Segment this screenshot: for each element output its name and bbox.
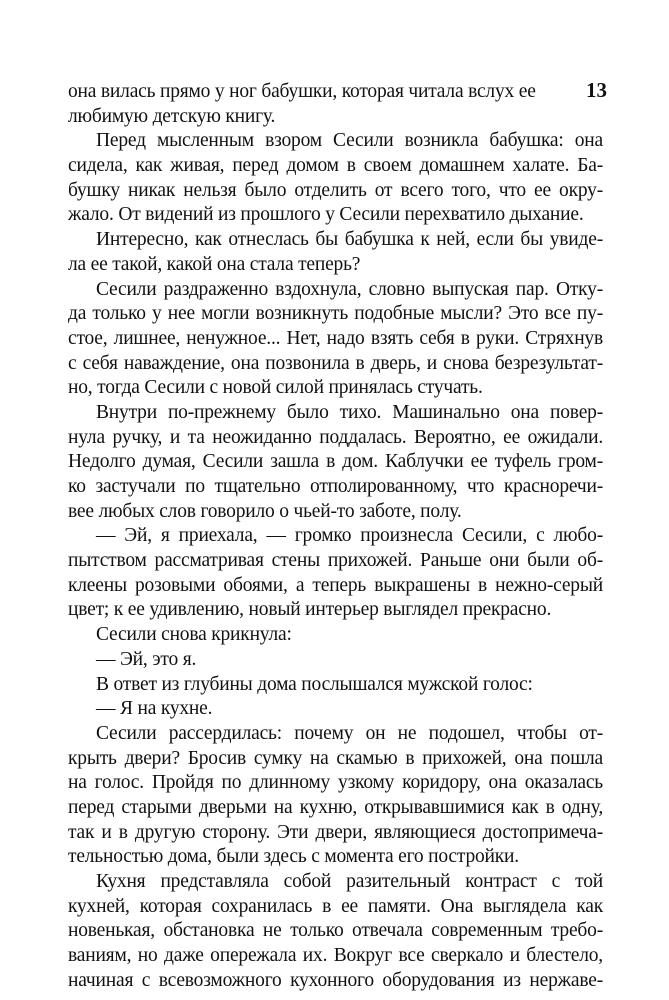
text-line: да только у нее могли возникнуть подобные мысли? Это все пу- (68, 303, 603, 325)
text-line: но, тогда Сесили с новой силой принялась стучать. (68, 377, 483, 399)
text-line: клеены розовыми обоями, а теперь выкрашены в нежно-серый (68, 574, 603, 596)
paragraph-start-line: Сесили снова крикнула: (96, 624, 292, 646)
text-line: бушку никак нельзя было отделить от всего того, что ее окру- (68, 179, 603, 201)
text-line: сидела, как живая, перед домом в своем домашнем халате. Ба- (68, 155, 603, 177)
text-line: она вилась прямо у ног бабушки, которая читала вслух ее (68, 81, 536, 102)
paragraph-start-line: Перед мысленным взором Сесили возникла бабушка: она (96, 130, 603, 152)
text-line: ко застучали по тщательно отполированному, что красноречи- (68, 476, 603, 497)
first-line-row (68, 78, 607, 105)
book-page (68, 78, 607, 993)
text-line: с себя наваждение, она позвонила в дверь, и снова безрезультат- (68, 352, 603, 374)
text-line: начиная с всевозможного кухонного оборудования из нержаве- (68, 969, 603, 991)
text-line: ла ее такой, какой она стала теперь? (68, 253, 361, 275)
text-line: перед старыми дверьми на кухню, открывавшимися как в одну, (68, 796, 603, 818)
paragraph-start-line: Интересно, как отнеслась бы бабушка к ней, если бы увиде- (96, 229, 603, 251)
text-line: стое, лишнее, ненужное... Нет, надо взять себя в руки. Стряхнув (68, 327, 603, 349)
text-line: нула ручку, и та неожиданно поддалась. Вероятно, ее ожидали. (68, 426, 603, 448)
text-line: любимую детскую книгу. (68, 105, 276, 127)
paragraph-start-line: В ответ из глубины дома послышался мужской голос: (96, 673, 533, 695)
page-number: 13 (586, 78, 607, 102)
paragraph-start-line: Сесили раздраженно вздохнула, словно выпуская пар. Отку- (96, 278, 603, 300)
dialogue-line: — Эй, это я. (96, 648, 197, 670)
text-line: новенькая, обстановка не только отвечала современным требо- (68, 920, 603, 942)
text-line: вее любых слов говорило о чьей-то заботе, полу. (68, 500, 462, 522)
text-line: на голос. Пройдя по длинному узкому коридору, она оказалась (68, 772, 603, 794)
text-line: тельностью дома, были здесь с момента его постройки. (68, 846, 519, 868)
paragraph-start-line: Кухня представляла собой разительный контраст с той (96, 871, 603, 892)
paragraph-start-line: — Эй, я приехала, — громко произнесла Сесили, с любо- (96, 525, 603, 547)
paragraph-start-line: Внутри по-прежнему было тихо. Машинально она повер- (96, 401, 603, 423)
text-line: крыть двери? Бросив сумку на скамью в прихожей, она пошла (68, 747, 603, 769)
text-line: так и в другую сторону. Эти двери, являющиеся достопримеча- (68, 821, 603, 843)
text-line: жало. От видений из прошлого у Сесили перехватило дыхание. (68, 204, 584, 226)
text-line: пытством рассматривая стены прихожей. Раньше они были об- (68, 550, 603, 572)
text-line: ваниям, но даже опережала их. Вокруг все сверкало и блестело, (68, 945, 603, 967)
text-line: Недолго думая, Сесили зашла в дом. Каблучки ее туфель гром- (68, 451, 603, 473)
text-line: цвет; к ее удивлению, новый интерьер выглядел прекрасно. (68, 599, 552, 621)
dialogue-line: — Я на кухне. (96, 698, 213, 720)
paragraph-start-line: Сесили рассердилась: почему он не подошел, чтобы от- (96, 722, 603, 744)
text-line: кухней, которая сохранилась в ее памяти. Она выглядела как (68, 895, 603, 917)
